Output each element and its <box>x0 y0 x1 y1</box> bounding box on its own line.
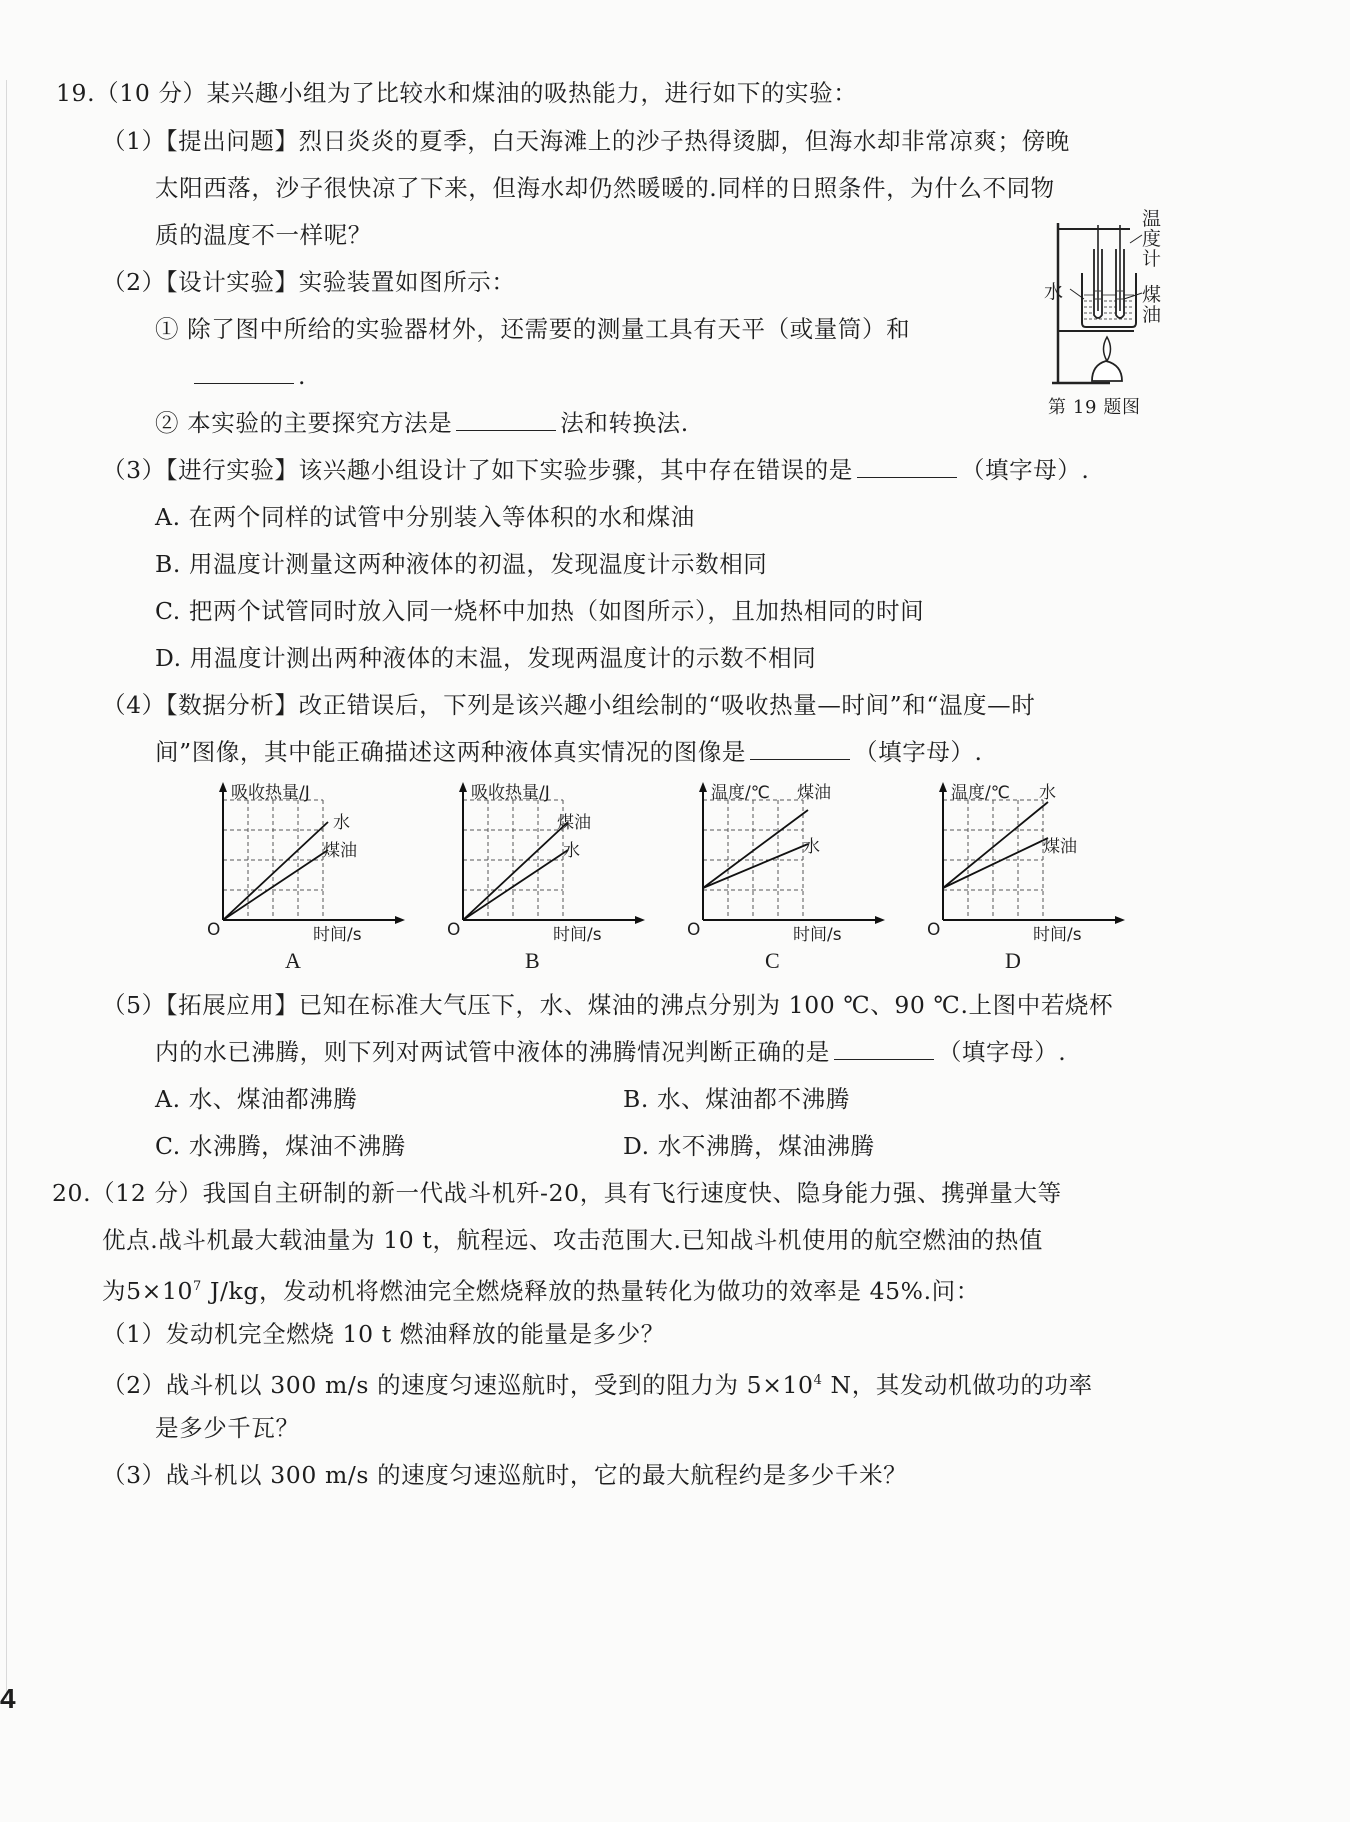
apparatus-figure <box>1030 208 1170 418</box>
y-axis-arrow <box>459 782 467 792</box>
q19-part2-item1-blank-line: . <box>190 361 306 391</box>
label-water: 水 <box>1044 281 1064 303</box>
q19-part3-option-a: A. 在两个同样的试管中分别装入等体积的水和煤油 <box>155 503 695 531</box>
q20-sub2-line1: （2）战斗机以 300 m/s 的速度匀速巡航时，受到的阻力为 $5\times 10^4$ N，其发动机做功的功率 <box>102 1370 1093 1399</box>
graph-plot <box>925 780 1125 950</box>
q19-part4-line1: （4）【数据分析】改正错误后，下列是该兴趣小组绘制的“吸收热量—时间”和“温度—时 <box>102 691 1036 719</box>
binding-margin-line <box>6 80 7 1700</box>
graph-option-letter: D <box>1005 948 1021 973</box>
q19-part5-option-d: D. 水不沸腾，煤油沸腾 <box>623 1132 875 1160</box>
x-axis-arrow <box>875 916 885 924</box>
origin-label: O <box>207 920 221 940</box>
origin-label: O <box>687 920 701 940</box>
label-thermometer: 温度计 <box>1142 208 1162 270</box>
x-axis-arrow <box>395 916 405 924</box>
series-line-2 <box>703 844 808 888</box>
graph-option-letter: C <box>765 948 780 973</box>
q19-part5-line1: （5）【拓展应用】已知在标准大气压下，水、煤油的沸点分别为 100 ℃、90 ℃.上图中若烧杯 <box>102 991 1114 1019</box>
q19-part3: （3）【进行实验】该兴趣小组设计了如下实验步骤，其中存在错误的是 （填字母）. <box>102 456 1090 484</box>
answer-blank-method[interactable] <box>456 408 556 431</box>
y-axis-label: 温度/℃ <box>951 783 1010 803</box>
graph-c <box>685 780 885 980</box>
q20-line3: 为$5\times 10^7$ J/kg，发动机将燃油完全燃烧释放的热量转化为做功的效率是 45%.问： <box>102 1276 980 1305</box>
q19-part5-option-a: A. 水、煤油都沸腾 <box>155 1085 358 1113</box>
series-line-1 <box>463 822 568 920</box>
q20-sub1: （1）发动机完全燃烧 10 t 燃油释放的能量是多少？ <box>102 1320 665 1348</box>
figure-caption: 第 19 题图 <box>1048 397 1141 418</box>
series-label-2: 煤油 <box>1043 837 1077 857</box>
series-label-1: 水 <box>333 813 350 833</box>
y-axis-arrow <box>699 782 707 792</box>
x-axis-label: 时间/s <box>793 925 842 945</box>
q19-part5-option-b: B. 水、煤油都不沸腾 <box>623 1085 850 1113</box>
q19-part1-line1: （1）【提出问题】烈日炎炎的夏季，白天海滩上的沙子热得烫脚，但海水却非常凉爽；傍晚 <box>102 127 1070 155</box>
series-label-2: 水 <box>563 841 580 861</box>
q19-header: 19.（10 分）某兴趣小组为了比较水和煤油的吸热能力，进行如下的实验： <box>56 79 858 107</box>
q19-part5-line2: 内的水已沸腾，则下列对两试管中液体的沸腾情况判断正确的是 （填字母）. <box>155 1038 1067 1066</box>
graph-b <box>445 780 645 980</box>
origin-label: O <box>927 920 941 940</box>
series-line-1 <box>223 822 328 920</box>
q19-part3-option-c: C. 把两个试管同时放入同一烧杯中加热（如图所示），且加热相同的时间 <box>155 597 925 625</box>
q20-sub2-line2: 是多少千瓦？ <box>155 1414 300 1442</box>
x-axis-arrow <box>1115 916 1125 924</box>
series-label-1: 煤油 <box>797 783 831 803</box>
y-axis-arrow <box>219 782 227 792</box>
graph-d <box>925 780 1125 980</box>
answer-blank-tool[interactable] <box>194 361 294 384</box>
y-axis-label: 吸收热量/J <box>231 783 310 803</box>
q19-part5-option-c: C. 水沸腾，煤油不沸腾 <box>155 1132 406 1160</box>
q19-part3-option-d: D. 用温度计测出两种液体的末温，发现两温度计的示数不相同 <box>155 644 817 672</box>
series-label-2: 水 <box>803 837 820 857</box>
answer-blank-error-step[interactable] <box>857 455 957 478</box>
series-label-1: 水 <box>1039 783 1056 803</box>
origin-label: O <box>447 920 461 940</box>
q19-part3-option-b: B. 用温度计测量这两种液体的初温，发现温度计示数相同 <box>155 550 768 578</box>
series-line-1 <box>703 810 808 888</box>
q20-line2: 优点.战斗机最大载油量为 10 t，航程远、攻击范围大.已知战斗机使用的航空燃油的热值 <box>102 1226 1044 1254</box>
x-axis-label: 时间/s <box>1033 925 1082 945</box>
page-number: 4 <box>0 1683 16 1714</box>
answer-blank-boiling[interactable] <box>834 1037 934 1060</box>
y-axis-label: 温度/℃ <box>711 783 770 803</box>
graph-option-letter: B <box>525 948 540 973</box>
x-axis-arrow <box>635 916 645 924</box>
label-kerosene: 煤油 <box>1142 284 1162 326</box>
x-axis-label: 时间/s <box>313 925 362 945</box>
answer-blank-graph[interactable] <box>750 737 850 760</box>
q19-part1-line3: 质的温度不一样呢？ <box>155 221 372 249</box>
graph-plot <box>685 780 885 950</box>
series-label-1: 煤油 <box>557 813 591 833</box>
q20-line1: 20.（12 分）我国自主研制的新一代战斗机歼-20，具有飞行速度快、隐身能力强、携弹量大等 <box>52 1179 1062 1207</box>
graph-option-letter: A <box>285 948 301 973</box>
x-axis-label: 时间/s <box>553 925 602 945</box>
series-label-2: 煤油 <box>323 841 357 861</box>
q19-part2-item1: ① 除了图中所给的实验器材外，还需要的测量工具有天平（或量筒）和 <box>155 315 911 343</box>
q19-part2-line1: （2）【设计实验】实验装置如图所示： <box>102 268 516 296</box>
graph-a <box>205 780 405 980</box>
y-axis-label: 吸收热量/J <box>471 783 550 803</box>
graph-plot <box>205 780 405 950</box>
q20-sub3: （3）战斗机以 300 m/s 的速度匀速巡航时，它的最大航程约是多少千米？ <box>102 1461 908 1489</box>
graph-plot <box>445 780 645 950</box>
q19-part4-line2: 间”图像，其中能正确描述这两种液体真实情况的图像是 （填字母）. <box>155 738 983 766</box>
y-axis-arrow <box>939 782 947 792</box>
q19-part1-line2: 太阳西落，沙子很快凉了下来，但海水却仍然暖暖的.同样的日照条件，为什么不同物 <box>155 174 1055 202</box>
q19-part2-item2: ② 本实验的主要探究方法是 法和转换法. <box>155 409 689 437</box>
